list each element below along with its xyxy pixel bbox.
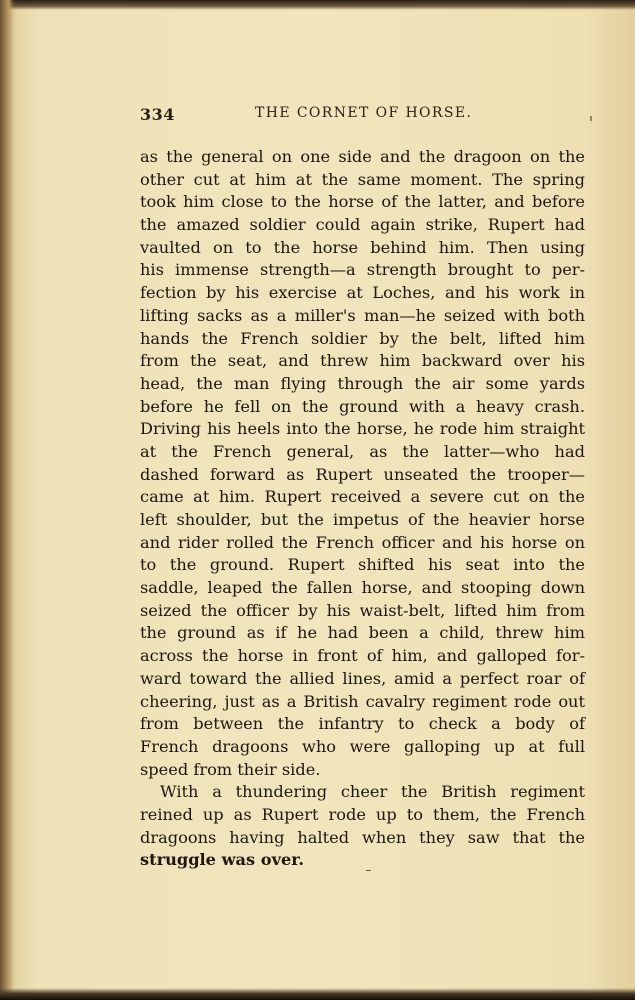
page-top-shadow [0,0,635,10]
running-title: THE CORNET OF HORSE. [255,105,473,121]
text-line: from the seat, and threw him backward over his [140,351,585,371]
text-line: came at him. Rupert received a severe cut on the [140,487,585,507]
text-line: left shoulder, but the impetus of the heavier horse [140,510,585,529]
text-line: With a thundering cheer the British regiment [160,782,585,802]
text-line: hands the French soldier by the belt, lifted him [140,328,585,348]
text-line: speed from their side. [140,759,321,779]
text-line: at the French general, as the latter—who had [140,441,585,461]
text-line: from between the infantry to check a body of [140,714,585,734]
text-line: seized the officer by his waist-belt, lifted him from [140,600,585,620]
body-text [140,146,585,872]
page-spine-shadow [0,0,14,1000]
page-bottom-shadow [0,988,635,1000]
text-line: the ground as if he had been a child, threw him [140,623,585,643]
text-line: dragoons having halted when they saw that the [140,827,585,847]
text-line: took him close to the horse of the latter, and before [140,192,585,212]
text-line: vaulted on to the horse behind him. Then using [140,237,585,257]
text-line: other cut at him at the same moment. The spring [140,169,585,189]
page-number: 334 [140,105,175,124]
text-line: his immense strength—a strength brought to per- [140,260,585,280]
text-line: head, the man flying through the air some yards [140,373,585,393]
text-line: struggle was over. [140,850,304,870]
text-line: to the ground. Rupert shifted his seat into the [140,555,585,575]
text-line: the amazed soldier could again strike, Rupert had [140,215,585,235]
text-line: dashed forward as Rupert unseated the trooper— [140,464,585,484]
text-line: French dragoons who were galloping up at full [140,736,585,756]
text-line: as the general on one side and the dragoon on the [140,147,585,166]
text-line: cheering, just as a British cavalry regiment rode out [140,691,585,711]
text-line: ward toward the allied lines, amid a perfect roar of [140,668,585,688]
text-line: lifting sacks as a miller's man—he seized with both [140,305,585,325]
text-line: saddle, leaped the fallen horse, and stooping down [140,578,585,598]
text-line: and rider rolled the French officer and his horse on [140,532,585,552]
text-line: before he fell on the ground with a heavy crash. [140,396,585,416]
paper-speck [590,116,592,121]
text-line: across the horse in front of him, and galloped for- [140,646,585,666]
text-line: fection by his exercise at Loches, and his work in [140,283,585,303]
ink-mark [366,870,371,871]
running-head [140,105,585,127]
text-line: Driving his heels into the horse, he rode him straight [140,419,585,439]
text-line: reined up as Rupert rode up to them, the French [140,804,585,824]
